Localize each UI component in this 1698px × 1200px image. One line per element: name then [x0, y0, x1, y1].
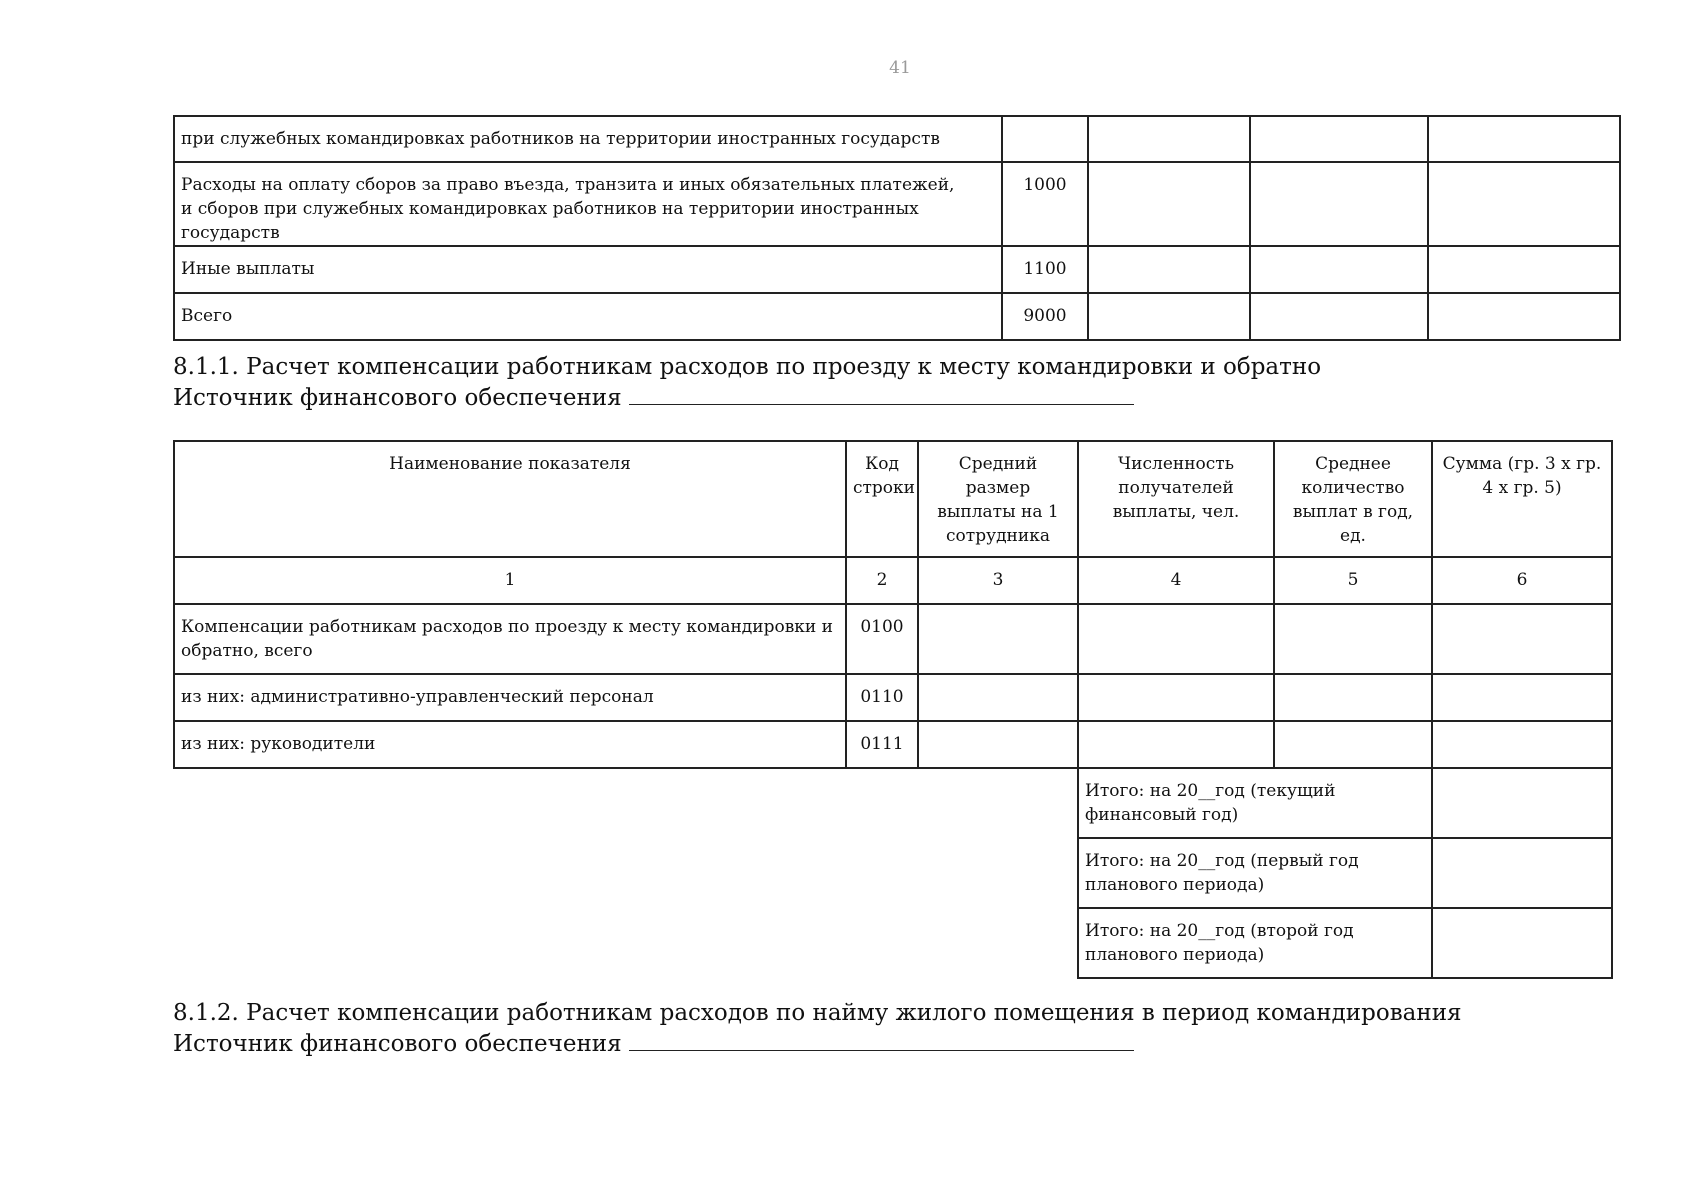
totals-spacer [174, 838, 1078, 908]
table-row [174, 116, 1620, 162]
table-row [174, 604, 1612, 674]
empty-cell [1088, 116, 1250, 162]
row-label: Расходы на оплату сборов за право въезда, транзита и иных обязательных платежей, и сборов при служебных командировках работников на территории иностранных государств [174, 162, 1002, 246]
row-label: из них: руководители [174, 721, 846, 768]
empty-cell [1274, 721, 1432, 768]
empty-cell [1432, 721, 1612, 768]
row-label: из них: административно-управленческий персонал [174, 674, 846, 721]
source-blank-field [629, 384, 1134, 405]
totals-spacer [174, 768, 1078, 838]
section-812-heading [173, 998, 1462, 1060]
row-code [1002, 116, 1088, 162]
total-value [1432, 838, 1612, 908]
section-812-title: 8.1.2. Расчет компенсации работникам расходов по найму жилого помещения в период командирования [173, 1000, 1462, 1026]
source-label: Источник финансового обеспечения [173, 1031, 622, 1057]
header-indicator-name: Наименование показателя [174, 441, 846, 557]
column-number: 4 [1078, 557, 1274, 604]
empty-cell [918, 674, 1078, 721]
totals-row [174, 768, 1612, 838]
row-code: 9000 [1002, 293, 1088, 340]
empty-cell [1078, 604, 1274, 674]
empty-cell [918, 604, 1078, 674]
column-number: 2 [846, 557, 918, 604]
header-recipients-count: Численность получателей выплаты, чел. [1078, 441, 1274, 557]
total-value [1432, 908, 1612, 978]
header-row-code: Код строки [846, 441, 918, 557]
section-811-source-line [173, 383, 1321, 414]
page-number: 41 [889, 58, 911, 78]
empty-cell [1088, 246, 1250, 293]
empty-cell [1428, 246, 1620, 293]
source-label: Источник финансового обеспечения [173, 385, 622, 411]
total-label: Итого: на 20__год (второй год планового периода) [1078, 908, 1432, 978]
total-value [1432, 768, 1612, 838]
row-code: 0100 [846, 604, 918, 674]
header-sum: Сумма (гр. 3 х гр. 4 х гр. 5) [1432, 441, 1612, 557]
row-label: Иные выплаты [174, 246, 1002, 293]
column-number: 1 [174, 557, 846, 604]
header-row [174, 441, 1612, 557]
source-blank-field [629, 1030, 1134, 1051]
row-code: 1000 [1002, 162, 1088, 246]
empty-cell [1088, 293, 1250, 340]
row-label: Компенсации работникам расходов по проезду к месту командировки и обратно, всего [174, 604, 846, 674]
total-label: Итого: на 20__год (первый год планового периода) [1078, 838, 1432, 908]
expenses-table-continuation [173, 115, 1621, 341]
empty-cell [1250, 293, 1428, 340]
row-code: 0110 [846, 674, 918, 721]
empty-cell [1432, 604, 1612, 674]
total-label: Итого: на 20__год (текущий финансовый год) [1078, 768, 1432, 838]
header-avg-payments-per-year: Среднее количество выплат в год, ед. [1274, 441, 1432, 557]
header-avg-payment: Средний размер выплаты на 1 сотрудника [918, 441, 1078, 557]
section-812-source-line [173, 1029, 1462, 1060]
table-row [174, 162, 1620, 246]
empty-cell [1250, 116, 1428, 162]
row-label: Всего [174, 293, 1002, 340]
table-row [174, 721, 1612, 768]
empty-cell [1274, 674, 1432, 721]
column-number: 3 [918, 557, 1078, 604]
row-label: при служебных командировках работников на территории иностранных государств [174, 116, 1002, 162]
empty-cell [1250, 162, 1428, 246]
empty-cell [1428, 293, 1620, 340]
empty-cell [1428, 162, 1620, 246]
section-811-heading [173, 352, 1321, 414]
empty-cell [1274, 604, 1432, 674]
empty-cell [918, 721, 1078, 768]
table-row [174, 246, 1620, 293]
table-row [174, 674, 1612, 721]
empty-cell [1078, 721, 1274, 768]
row-code: 1100 [1002, 246, 1088, 293]
empty-cell [1432, 674, 1612, 721]
column-numbers-row [174, 557, 1612, 604]
empty-cell [1078, 674, 1274, 721]
empty-cell [1250, 246, 1428, 293]
totals-row [174, 838, 1612, 908]
empty-cell [1428, 116, 1620, 162]
table-row [174, 293, 1620, 340]
section-811-title: 8.1.1. Расчет компенсации работникам расходов по проезду к месту командировки и обратно [173, 354, 1322, 380]
totals-spacer [174, 908, 1078, 978]
column-number: 6 [1432, 557, 1612, 604]
travel-compensation-table [173, 440, 1613, 979]
row-code: 0111 [846, 721, 918, 768]
totals-row [174, 908, 1612, 978]
empty-cell [1088, 162, 1250, 246]
column-number: 5 [1274, 557, 1432, 604]
